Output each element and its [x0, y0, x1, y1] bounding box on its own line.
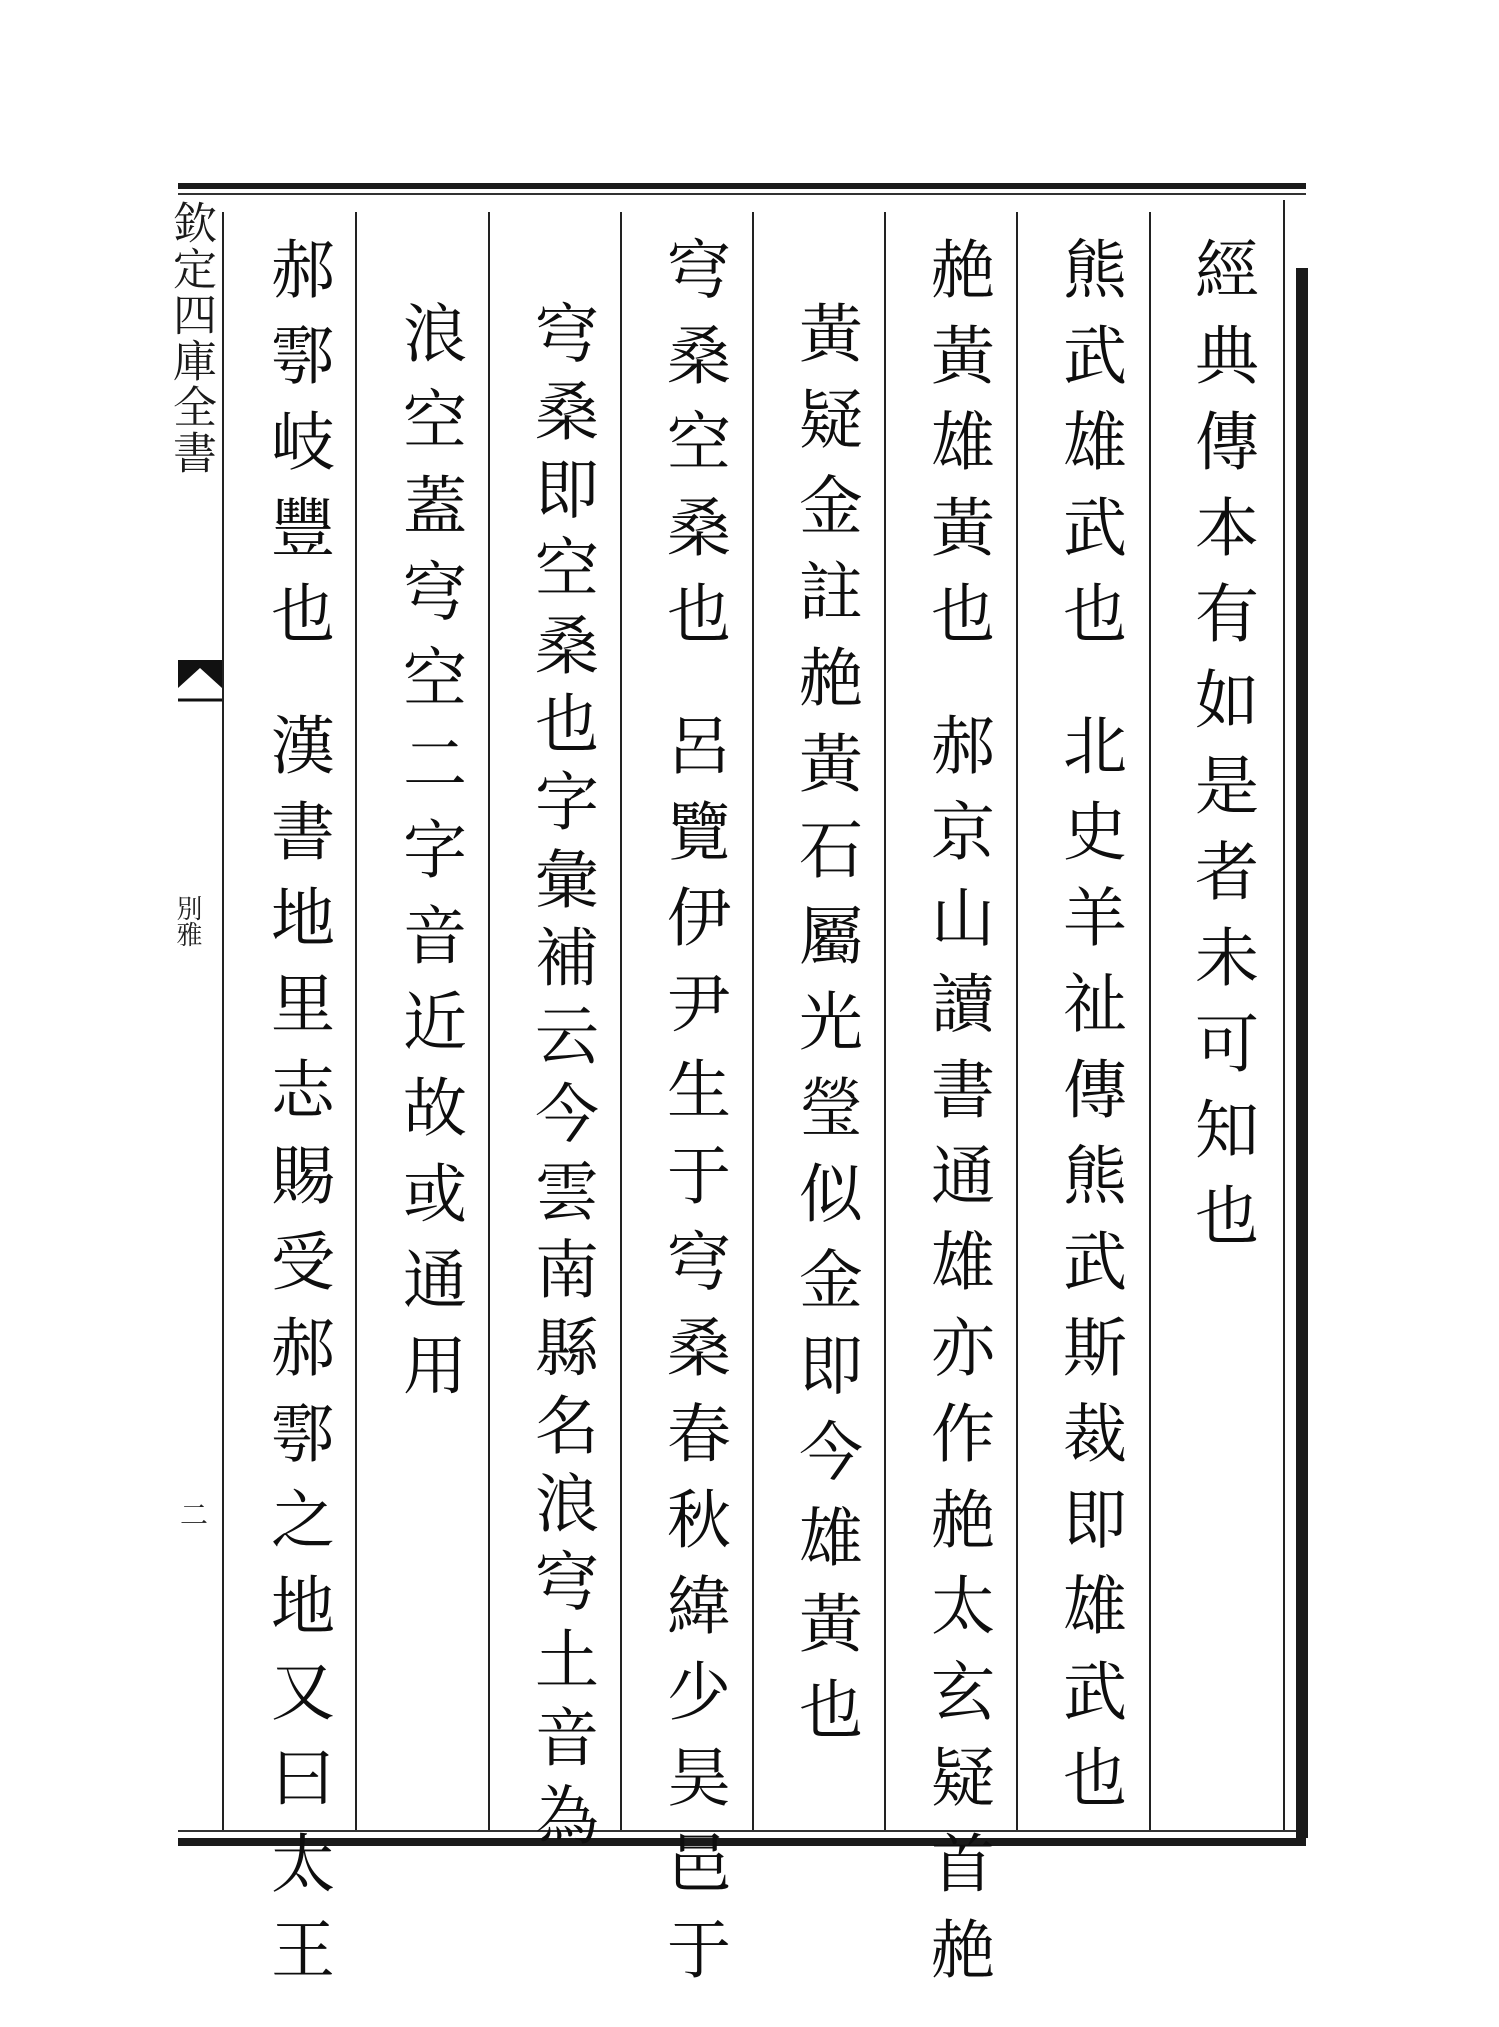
right-border-thick: [1296, 268, 1308, 1838]
text-column-3: [912, 236, 1002, 2002]
commentary-text: 黃疑金註赩黃石屬光瑩似金即今雄黃也: [788, 300, 862, 1762]
bottom-border-thick: [178, 1838, 1306, 1846]
commentary-text: 郝京山讀書通雄亦作赩太玄疑首赩: [920, 712, 994, 2002]
top-border-thin: [178, 193, 1306, 195]
commentary-text: 北史羊祉傳熊武斯裁即雄武也: [1052, 712, 1126, 1830]
commentary-text: 漢書地里志賜受郝鄠之地又曰太王: [260, 712, 334, 2002]
main-text: 熊武雄武也: [1052, 236, 1126, 666]
fish-tail-mark: [178, 660, 222, 720]
commentary-text: 穹桑即空桑也字彙補云今雲南縣名浪穹土音為: [524, 300, 598, 1860]
column-divider: [1016, 212, 1018, 1830]
main-text: 赩黃雄黃也: [920, 236, 994, 666]
column-divider: [884, 212, 886, 1830]
column-divider: [620, 212, 622, 1830]
text-column-6: [516, 300, 606, 1900]
section-name: 別雅: [172, 895, 202, 947]
text-column-8: [252, 236, 342, 2002]
text-column-5: [648, 236, 738, 2002]
text-column-2: [1044, 236, 1134, 1836]
top-border-thick: [178, 183, 1306, 189]
main-text: 郝鄠岐豐也: [260, 236, 334, 666]
column-divider: [752, 212, 754, 1830]
column-divider: [1149, 212, 1151, 1830]
column-divider: [488, 212, 490, 1830]
bottom-border-thin: [178, 1830, 1306, 1832]
book-title: 欽定四庫全書: [165, 200, 216, 476]
text-column-7: [384, 300, 474, 1900]
commentary-text: 呂覽伊尹生于穹桑春秋緯少昊邑于: [656, 712, 730, 2002]
column-divider: [222, 212, 224, 1830]
text-column-4: [780, 300, 870, 1900]
page-number: 二: [176, 1500, 209, 1528]
main-text: 穹桑空桑也: [656, 236, 730, 666]
column-divider: [355, 212, 357, 1830]
right-border-thin: [1283, 200, 1285, 1830]
commentary-text: 浪空蓋穹空二字音近故或通用: [392, 300, 466, 1418]
main-text: 經典傳本有如是者未可知也: [1184, 236, 1258, 1268]
text-column-1: [1176, 236, 1266, 1836]
